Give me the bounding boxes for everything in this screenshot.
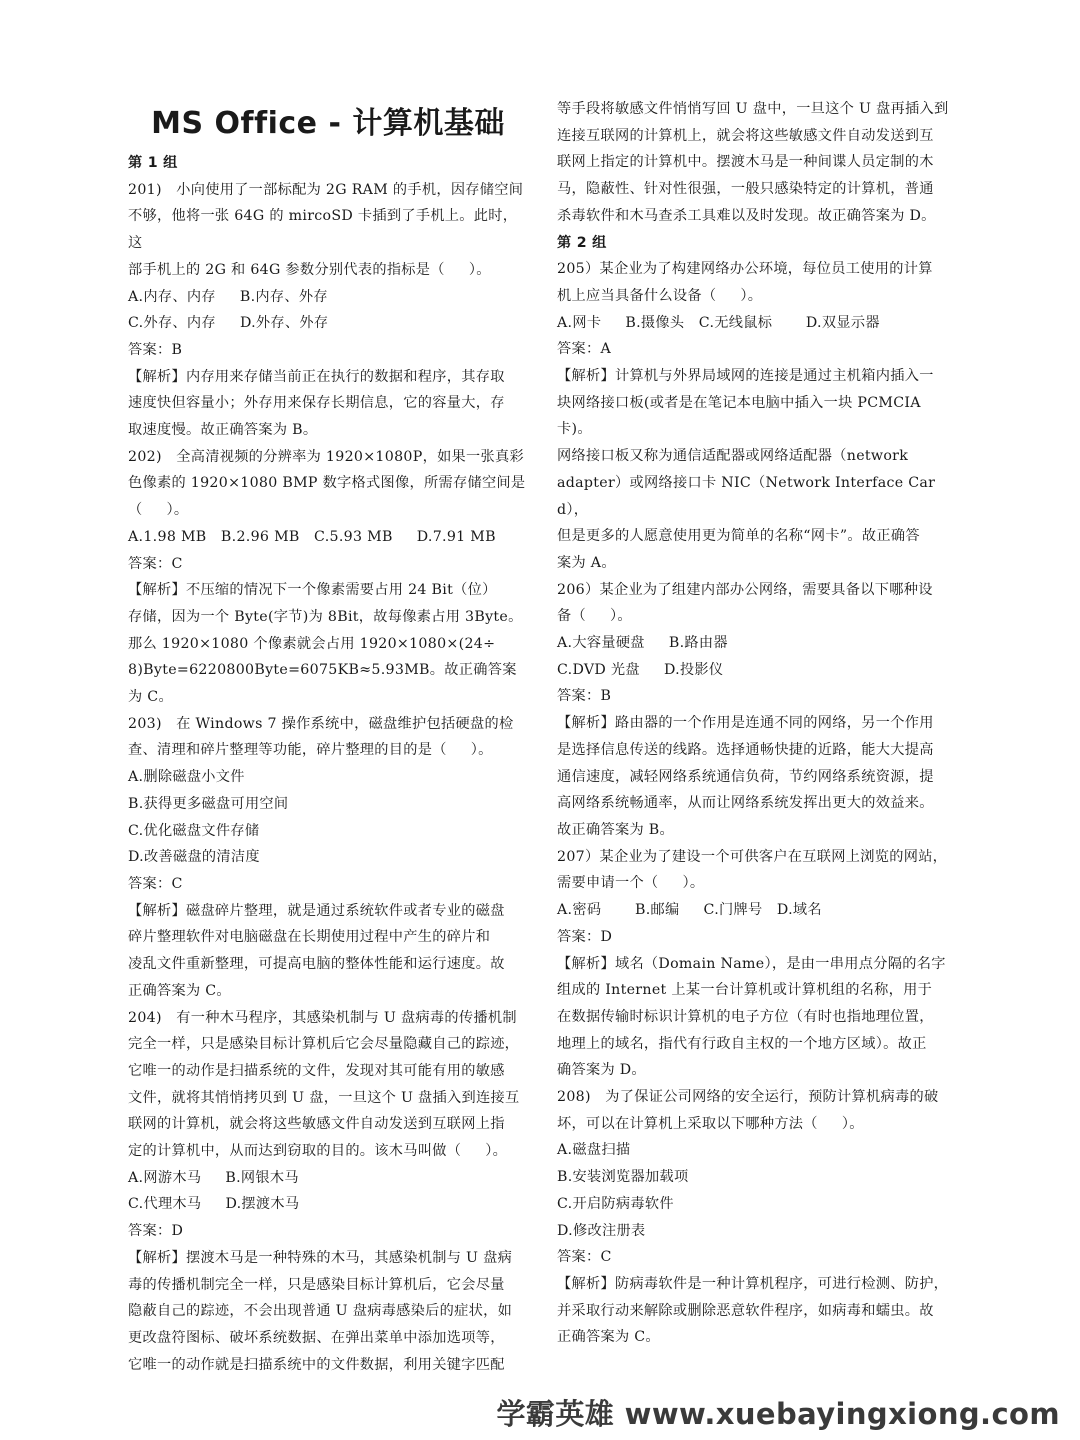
text-line: 答案：D <box>557 928 613 945</box>
text-line: 备（ ）。 <box>557 608 632 625</box>
text-line: 故正确答案为 B。 <box>557 821 674 838</box>
text-line: 杀毒软件和木马查杀工具难以及时发现。故正确答案为 D。 <box>557 207 936 224</box>
text-line: 答案：C <box>128 875 183 892</box>
text-line: 203) 在 Windows 7 操作系统中，磁盘维护包括硬盘的检 <box>128 715 514 732</box>
text-line: 204) 有一种木马程序，其感染机制与 U 盘病毒的传播机制 <box>128 1009 517 1026</box>
text-line: 但是更多的人愿意使用更为简单的名称“网卡”。故正确答 <box>557 528 920 545</box>
text-line: 马，隐蔽性、针对性很强，一般只感染特定的计算机，普通 <box>557 181 934 198</box>
text-line: 208) 为了保证公司网络的安全运行，预防计算机病毒的破 <box>557 1089 939 1106</box>
text-line: 【解析】内存用来存储当前正在执行的数据和程序，其存取 <box>128 368 505 385</box>
text-line: 202) 全高清视频的分辨率为 1920×1080P，如果一张真彩 <box>128 448 524 465</box>
text-line: 联网上指定的计算机中。摆渡木马是一种间谍人员定制的木 <box>557 154 934 171</box>
text-line: 凌乱文件重新整理，可提高电脑的整体性能和运行速度。故 <box>128 956 505 973</box>
text-line: 定的计算机中，从而达到窃取的目的。该木马叫做（ ）。 <box>128 1143 508 1160</box>
text-line: 【解析】防病毒软件是一种计算机程序，可进行检测、防护， <box>557 1275 949 1292</box>
text-line: 坏，可以在计算机上采取以下哪种方法（ ）。 <box>557 1115 864 1132</box>
text-line: C.优化磁盘文件存储 <box>128 822 260 839</box>
text-line: 文件，就将其悄悄拷贝到 U 盘，一旦这个 U 盘插入到连接互 <box>128 1089 520 1106</box>
text-line: 不够，他将一张 64G 的 mircoSD 卡插到了手机上。此时，这 <box>128 208 518 252</box>
text-line: 【解析】不压缩的情况下一个像素需要占用 24 Bit（位） <box>128 582 497 599</box>
text-line: 存储，因为一个 Byte(字节)为 8Bit，故每像素占用 3Byte。 <box>128 608 523 625</box>
text-line: 答案：B <box>128 341 183 358</box>
text-line: 8)Byte=6220800Byte=6075KB≈5.93MB。故正确答案为 C。 <box>128 662 517 706</box>
text-line: 答案：C <box>128 555 183 572</box>
text-line: adapter）或网络接口卡 NIC（Network Interface Card）， <box>557 474 936 518</box>
text-line: 并采取行动来解除或删除恶意软件程序，如病毒和蠕虫。故 <box>557 1302 934 1319</box>
text-line: 机上应当具备什么设备（ ）。 <box>557 287 763 304</box>
text-line: 地理上的域名，指代有行政自主权的一个地方区域）。故正 <box>557 1035 927 1052</box>
text-line: C.外存、内存 D.外存、外存 <box>128 315 329 332</box>
text-line: 完全一样，只是感染目标计算机后它会尽量隐藏自己的踪迹， <box>128 1036 520 1053</box>
text-line: 【解析】摆渡木马是一种特殊的木马，其感染机制与 U 盘病 <box>128 1249 513 1266</box>
text-line: A.磁盘扫描 <box>557 1142 631 1159</box>
text-line: 201) 小向使用了一部标配为 2G RAM 的手机，因存储空间 <box>128 181 524 198</box>
text-line: 更改盘符图标、破坏系统数据、在弹出菜单中添加选项等， <box>128 1329 505 1346</box>
left-column <box>128 150 526 1378</box>
text-line: 高网络系统畅通率，从而让网络系统发挥出更大的效益来。 <box>557 795 934 812</box>
text-line: 网络接口板又称为通信适配器或网络适配器（network <box>557 448 909 465</box>
text-line: 答案：D <box>128 1223 184 1240</box>
text-line: 答案：A <box>557 341 612 358</box>
text-line: 部手机上的 2G 和 64G 参数分别代表的指标是（ ）。 <box>128 261 491 278</box>
text-line: D.修改注册表 <box>557 1222 646 1239</box>
text-line: 案为 A。 <box>557 554 616 571</box>
text-line: 【解析】域名（Domain Name），是由一串用点分隔的名字 <box>557 955 946 972</box>
text-line: 隐蔽自己的踪迹，不会出现普通 U 盘病毒感染后的症状，如 <box>128 1303 513 1320</box>
text-line: 通信速度，减轻网络系统通信负荷，节约网络系统资源，提 <box>557 768 934 785</box>
text-line: 【解析】计算机与外界局域网的连接是通过主机箱内插入一 <box>557 368 934 385</box>
text-line: 碎片整理软件对电脑磁盘在长期使用过程中产生的碎片和 <box>128 929 491 946</box>
text-line: 确答案为 D。 <box>557 1062 646 1079</box>
text-line: 那么 1920×1080 个像素就会占用 1920×1080×(24÷ <box>128 635 496 652</box>
page-title: MS Office - 计算机基础 <box>151 106 505 141</box>
text-line: A.删除磁盘小文件 <box>128 769 245 786</box>
text-line: B.获得更多磁盘可用空间 <box>128 795 289 812</box>
text-line: 需要申请一个（ ）。 <box>557 875 705 892</box>
footer-watermark: 学霸英雄 www.xuebayingxiong.com <box>496 1397 1060 1431</box>
text-line: 206）某企业为了组建内部办公网络，需要具备以下哪种设 <box>557 581 933 598</box>
text-line: 色像素的 1920×1080 BMP 数字格式图像，所需存储空间是 <box>128 475 526 492</box>
text-line: 答案：B <box>557 688 612 705</box>
text-line: 在数据传输时标识计算机的电子方位（有时也指地理位置， <box>557 1008 934 1025</box>
right-column <box>557 96 955 1351</box>
text-line: A.大容量硬盘 B.路由器 <box>557 635 728 652</box>
text-line: 块网络接口板(或者是在笔记本电脑中插入一块 PCMCIA 卡)。 <box>557 394 926 438</box>
text-line: A.密码 B.邮编 C.门牌号 D.域名 <box>557 902 822 919</box>
text-line: C.DVD 光盘 D.投影仪 <box>557 661 724 678</box>
text-line: B.安装浏览器加载项 <box>557 1169 689 1186</box>
group-heading: 第 2 组 <box>557 234 607 251</box>
text-line: D.改善磁盘的清洁度 <box>128 849 260 866</box>
text-line: 组成的 Internet 上某一台计算机或计算机组的名称，用于 <box>557 982 933 999</box>
text-line: 毒的传播机制完全一样，只是感染目标计算机后，它会尽量 <box>128 1276 505 1293</box>
group-heading: 第 1 组 <box>128 155 178 171</box>
text-line: 连接互联网的计算机上，就会将这些敏感文件自动发送到互 <box>557 127 934 144</box>
text-line: 查、清理和碎片整理等功能，碎片整理的目的是（ ）。 <box>128 742 493 759</box>
text-line: 【解析】路由器的一个作用是连通不同的网络，另一个作用 <box>557 715 934 732</box>
text-line: A.网游木马 B.网银木马 <box>128 1169 299 1186</box>
text-line: 取速度慢。故正确答案为 B。 <box>128 422 318 439</box>
text-line: 答案：C <box>557 1249 612 1266</box>
text-line: A.网卡 B.摄像头 C.无线鼠标 D.双显示器 <box>557 314 880 331</box>
text-line: 正确答案为 C。 <box>128 982 231 999</box>
text-line: 它唯一的动作就是扫描系统中的文件数据，利用关键字匹配 <box>128 1356 505 1373</box>
text-line: 是选择信息传送的线路。选择通畅快捷的近路，能大大提高 <box>557 741 934 758</box>
text-line: A.内存、内存 B.内存、外存 <box>128 288 328 305</box>
text-line: 它唯一的动作是扫描系统的文件，发现对其可能有用的敏感 <box>128 1062 505 1079</box>
text-line: 正确答案为 C。 <box>557 1329 660 1346</box>
text-line: 205）某企业为了构建网络办公环境，每位员工使用的计算 <box>557 261 933 278</box>
text-line: A.1.98 MB B.2.96 MB C.5.93 MB D.7.91 MB <box>128 528 496 545</box>
text-line: C.代理木马 D.摆渡木马 <box>128 1196 300 1213</box>
text-line: 207）某企业为了建设一个可供客户在互联网上浏览的网站， <box>557 848 948 865</box>
text-line: C.开启防病毒软件 <box>557 1195 674 1212</box>
text-line: 等手段将敏感文件悄悄写回 U 盘中，一旦这个 U 盘再插入到 <box>557 101 949 117</box>
text-line: 【解析】磁盘碎片整理，就是通过系统软件或者专业的磁盘 <box>128 902 505 919</box>
text-line: （ ）。 <box>128 502 189 519</box>
text-line: 速度快但容量小；外存用来保存长期信息，它的容量大，存 <box>128 395 505 412</box>
text-line: 联网的计算机，就会将这些敏感文件自动发送到互联网上指 <box>128 1116 505 1133</box>
